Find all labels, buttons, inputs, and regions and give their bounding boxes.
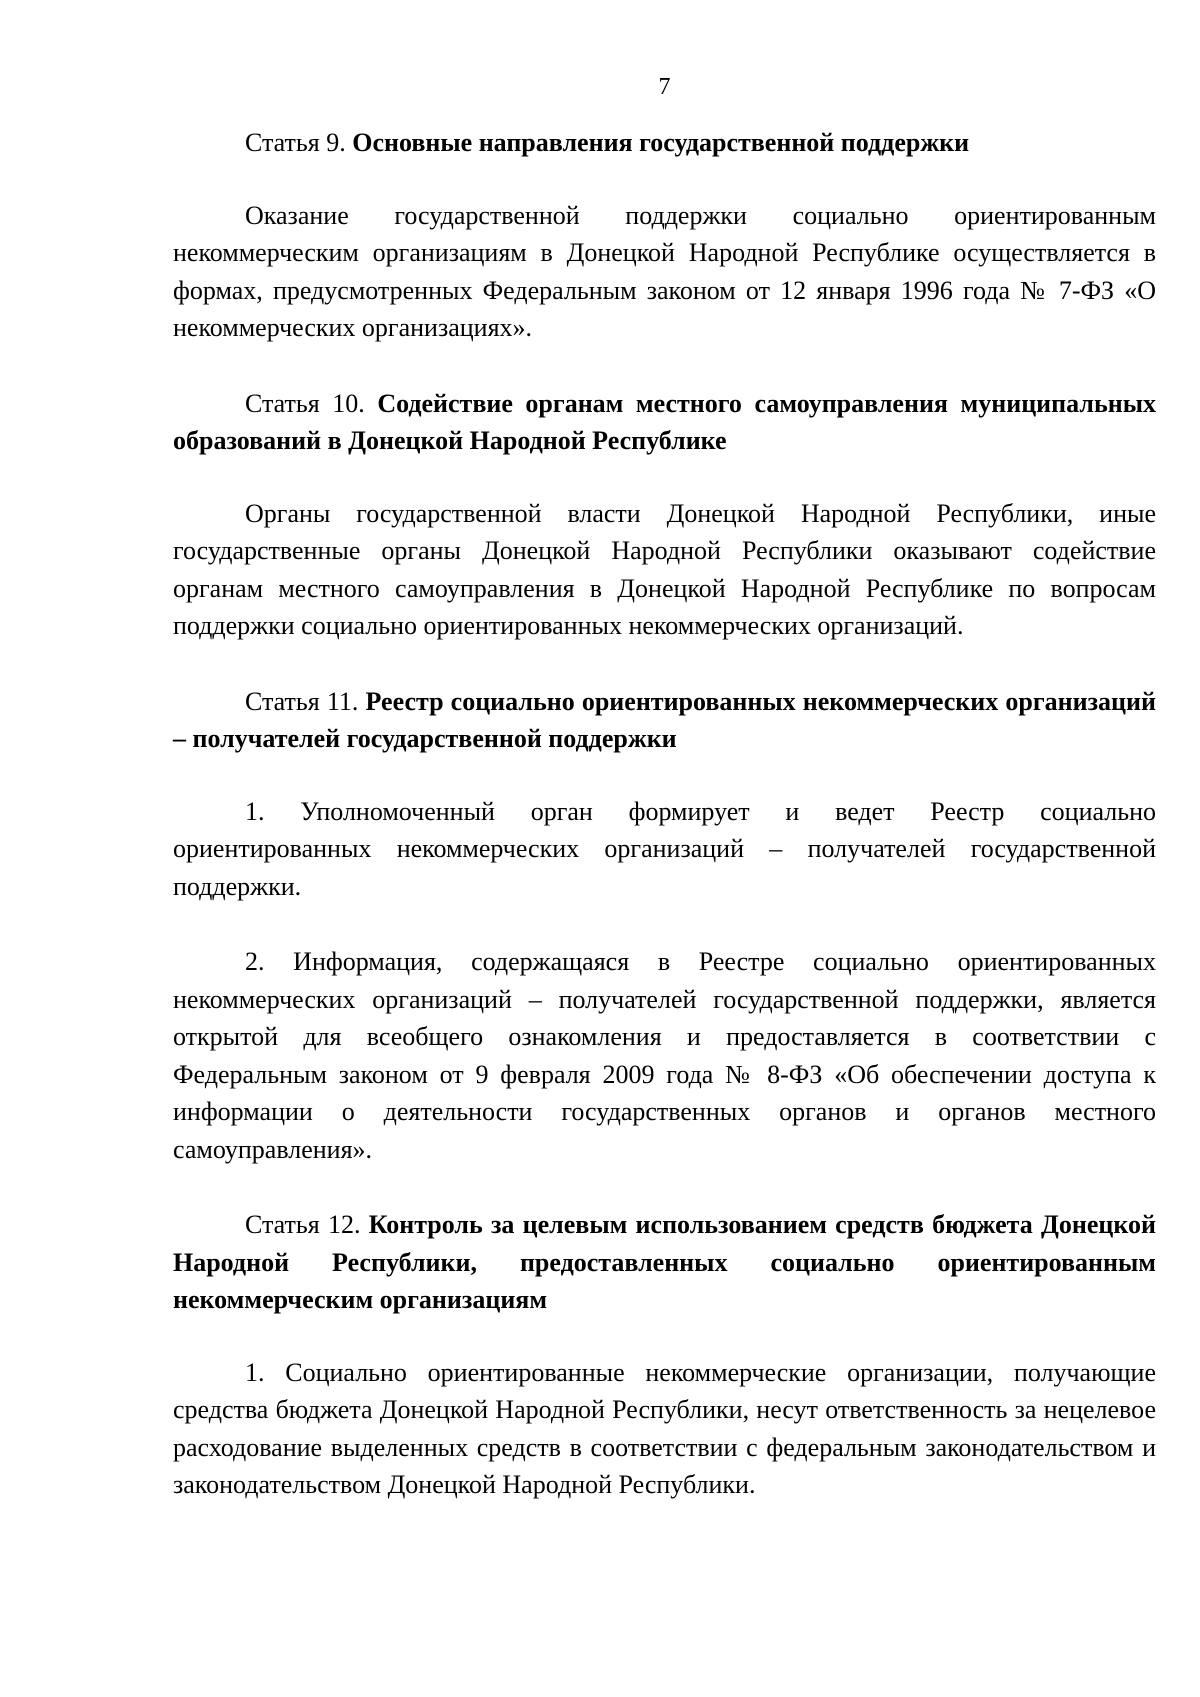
article-11	[173, 683, 1156, 1207]
article-12	[173, 1206, 1156, 1504]
article-heading	[173, 385, 1156, 460]
article-paragraph: 2. Информация, содержащаяся в Реестре социально ориентированных некоммерческих организаций – получателей государственной поддержки, является открытой для всеобщего ознакомления и предоставляется в соответствии с Федеральным законом от 9 февраля 2009 года № 8-ФЗ «Об обеспечении доступа к информации о деятельности государственных органов и органов местного самоуправления».	[173, 947, 1156, 1164]
article-heading	[173, 1206, 1156, 1319]
article-paragraph: 1. Социально ориентированные некоммерческие организации, получающие средства бюджета Донецкой Народной Республики, несут ответственность за нецелевое расходование выделенных средств в соответствии с федеральным законодательством и законодательством Донецкой Народной Республики.	[173, 1357, 1156, 1499]
article-paragraph: Оказание государственной поддержки социально ориентированным некоммерческим организациям в Донецкой Народной Республике осуществляется в формах, предусмотренных Федеральным законом от 12 января 1996 года № 7-ФЗ «О некоммерческих организациях».	[173, 200, 1156, 342]
article-paragraph: 1. Уполномоченный орган формирует и ведет Реестр социально ориентированных некоммерческих организаций – получателей государственной поддержки.	[173, 796, 1156, 901]
article-title: Контроль за целевым использованием средств бюджета Донецкой Народной Республики, предоставленных социально ориентированным некоммерческим организациям	[173, 1210, 1156, 1314]
article-title: Основные направления государственной поддержки	[352, 128, 970, 157]
article-10	[173, 385, 1156, 683]
article-number: Статья 10.	[245, 388, 365, 418]
article-number: Статья 12.	[245, 1210, 361, 1239]
article-title: Реестр социально ориентированных некоммерческих организаций – получателей государственной поддержки	[173, 686, 1156, 753]
article-heading	[173, 683, 1156, 758]
page-number: 7	[658, 74, 671, 100]
article-heading	[173, 124, 1156, 162]
article-paragraph: Органы государственной власти Донецкой Народной Республики, иные государственные органы Донецкой Народной Республики оказывают содействие органам местного самоуправления в Донецкой Народной Республике по вопросам поддержки социально ориентированных некоммерческих организаций.	[173, 498, 1156, 640]
document-body	[173, 124, 1156, 1504]
article-number: Статья 9.	[245, 128, 346, 157]
article-number: Статья 11.	[245, 686, 359, 716]
article-title: Содействие органам местного самоуправления муниципальных образований в Донецкой Народной Республике	[173, 388, 1156, 455]
article-9	[173, 124, 1156, 385]
